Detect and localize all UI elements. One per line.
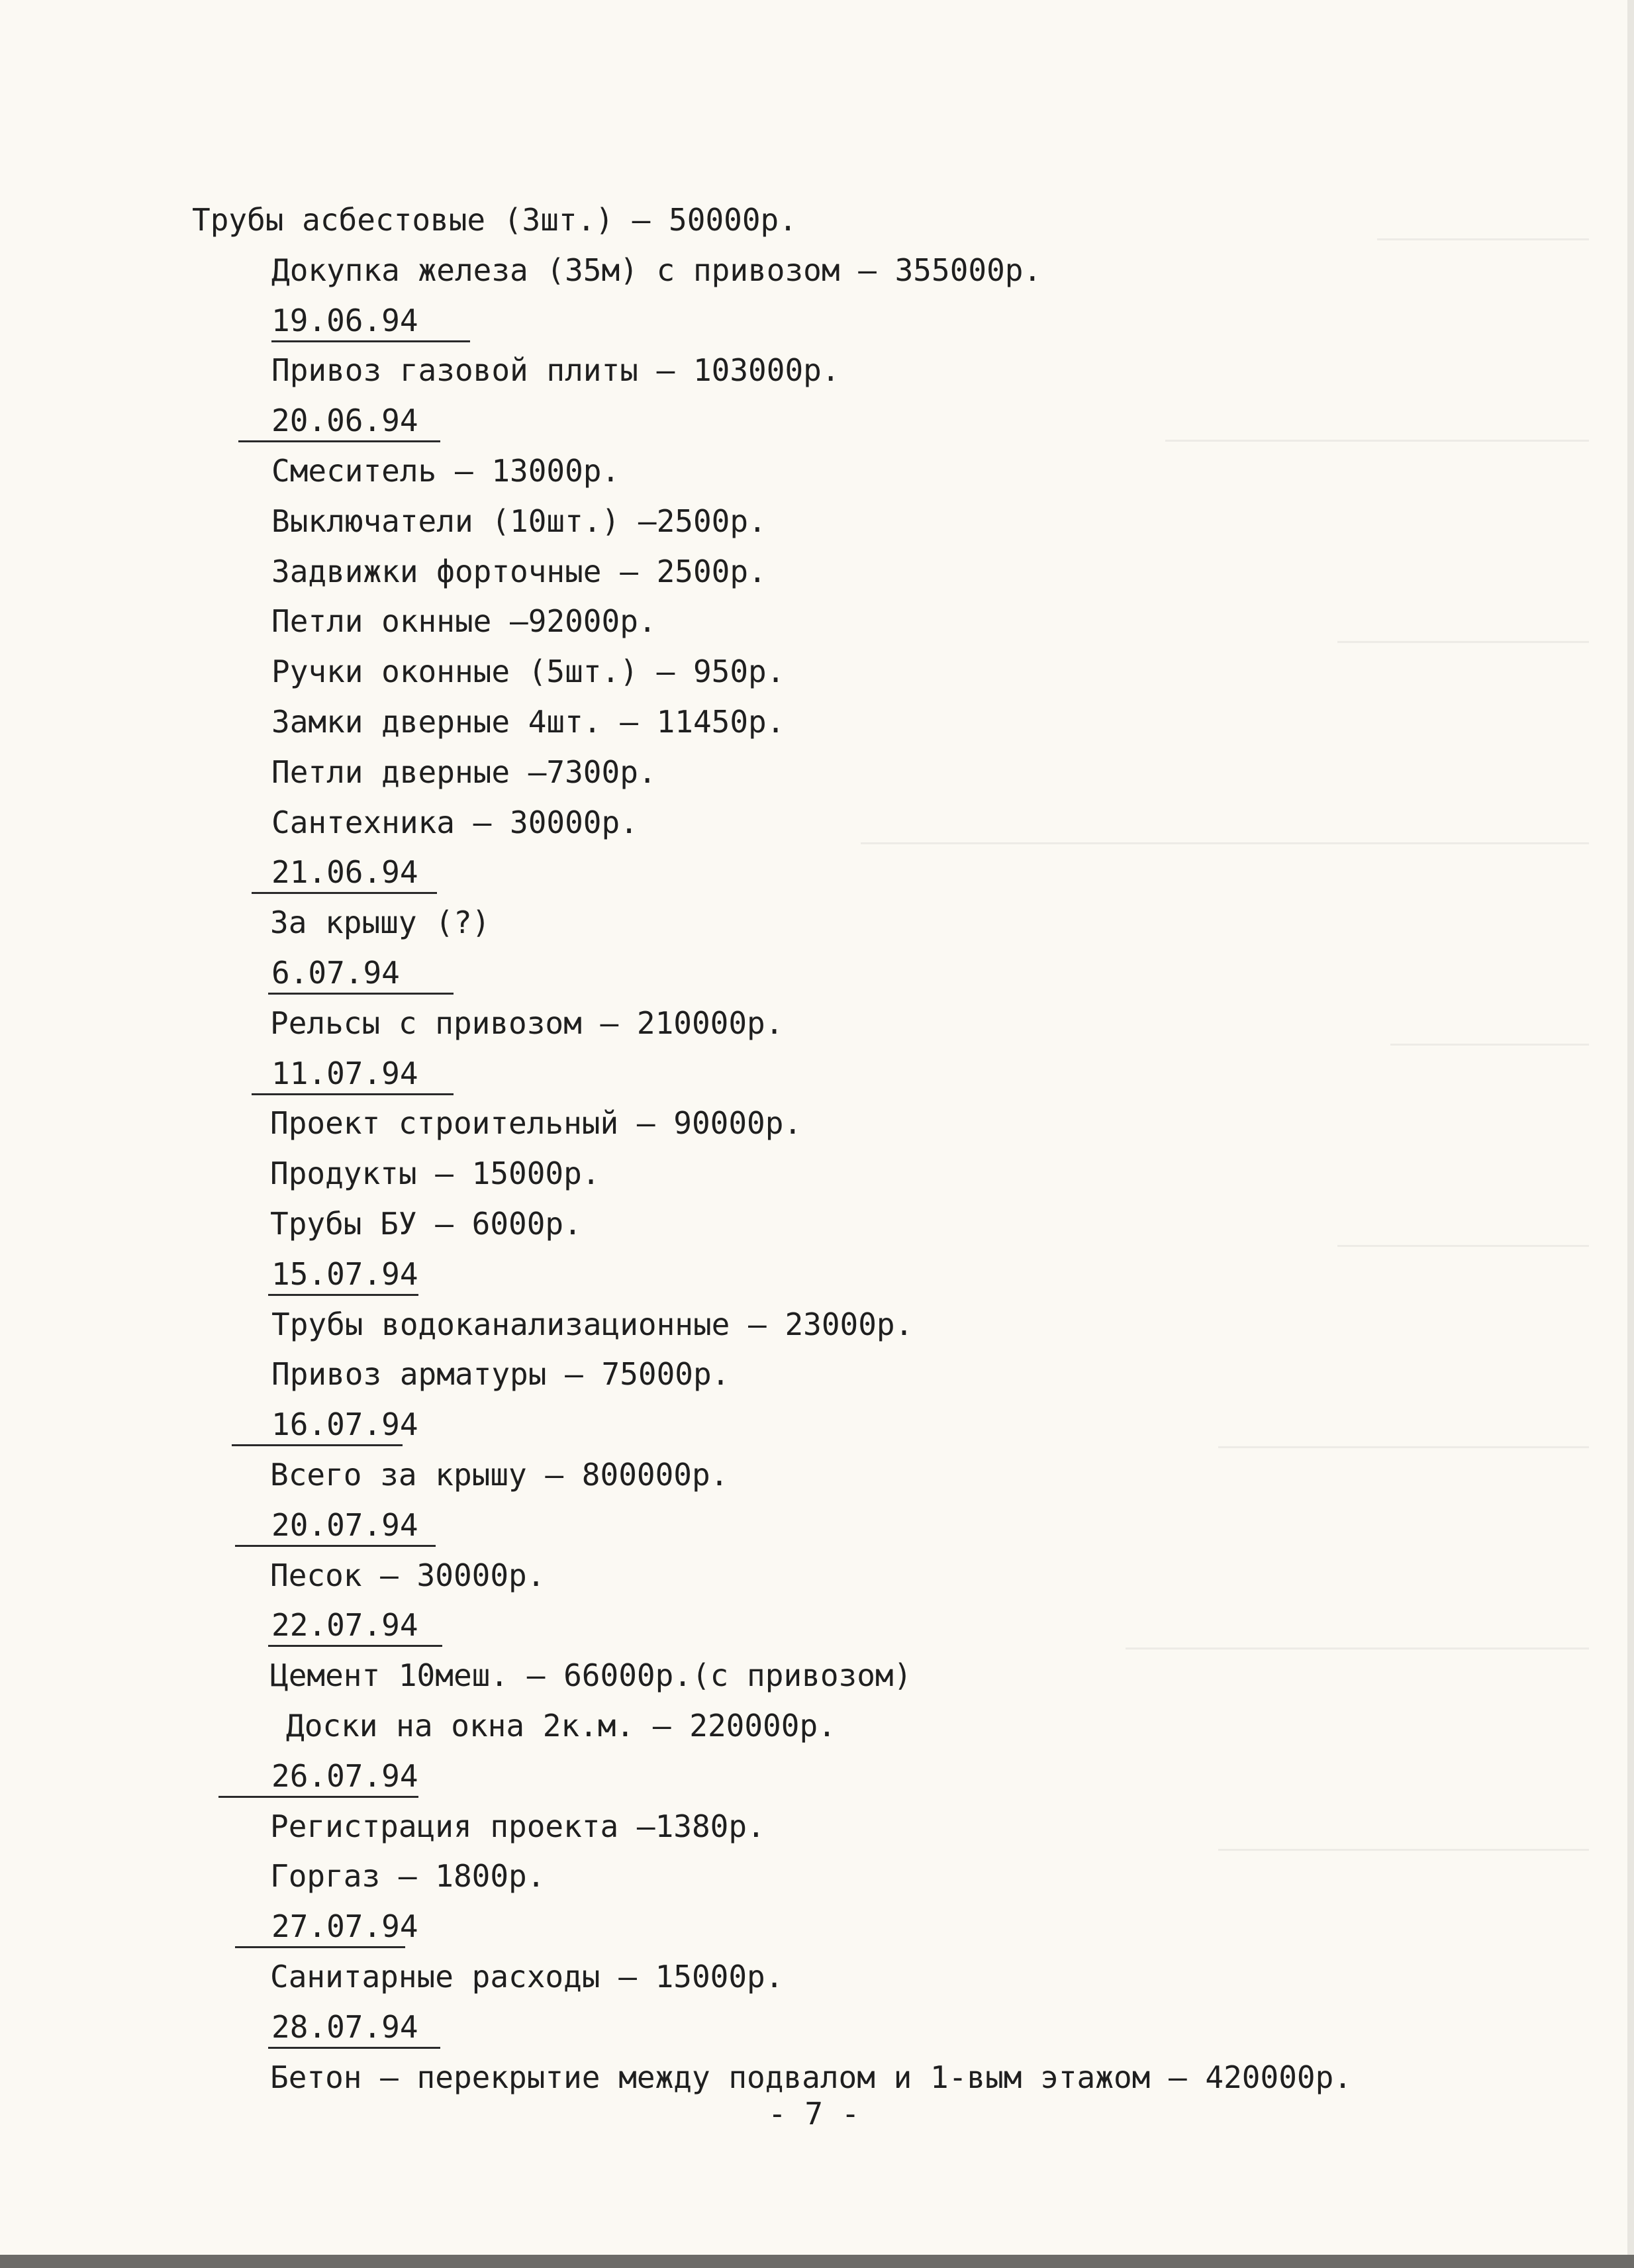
page-number: - 7 - [768,2096,860,2132]
date-text: 6.07.94 [271,955,400,991]
date-underline [238,440,440,442]
expense-entry: Продукты — 15000р. [270,1156,601,1191]
date-underline [271,340,470,342]
date-heading [235,1504,436,1546]
date-heading [268,1604,442,1646]
date-underline [252,892,437,894]
expense-entry: Регистрация проекта —1380р. [270,1808,765,1844]
expense-entry: За крышу (?) [270,905,491,940]
date-text: 28.07.94 [271,2009,418,2045]
expense-entry: Смеситель — 13000р. [271,453,620,489]
expense-entry: Трубы БУ — 6000р. [270,1206,582,1242]
date-heading [252,1052,454,1095]
expense-entry: Сантехника — 30000р. [271,805,638,840]
date-heading [252,851,437,893]
paper-edge-right [1627,0,1634,2268]
expense-entry: Трубы водоканализационные — 23000р. [271,1307,914,1342]
expense-entry: Выключатели (10шт.) —2500р. [271,503,767,539]
date-text: 15.07.94 [271,1256,418,1292]
expense-entry: Всего за крышу — 800000р. [270,1457,729,1493]
date-underline [252,1093,454,1095]
date-text: 11.07.94 [271,1056,418,1091]
expense-entry: Петли дверные —7300р. [271,754,657,790]
date-text: 22.07.94 [271,1607,418,1643]
expense-entry: Трубы асбестовые (3шт.) — 50000р. [192,202,797,238]
expense-entry: Горгаз — 1800р. [270,1858,546,1894]
expense-entry: Докупка железа (35м) с привозом — 355000р. [271,252,1042,288]
date-heading [268,1253,418,1295]
date-text: 20.07.94 [271,1507,418,1543]
expense-entry: Привоз арматуры — 75000р. [271,1356,730,1392]
date-heading [268,2006,440,2048]
expense-entry: Задвижки форточные — 2500р. [271,554,767,589]
date-underline [268,993,454,995]
expense-entry: Петли окнные —92000р. [271,603,657,639]
expense-entry: Санитарные расходы — 15000р. [270,1959,784,1995]
date-heading [238,399,440,442]
date-underline [218,1796,418,1798]
date-text: 20.06.94 [271,403,418,438]
date-underline [232,1444,403,1446]
expense-entry: Ручки оконные (5шт.) — 950р. [271,654,785,689]
date-text: 27.07.94 [271,1908,418,1944]
date-underline [268,2047,440,2049]
scanner-edge-bottom [0,2255,1634,2268]
date-heading [218,1755,418,1797]
date-heading [271,299,470,342]
expense-entry: Доски на окна 2к.м. — 220000р. [286,1708,836,1744]
date-text: 19.06.94 [271,303,418,338]
expense-entry: Замки дверные 4шт. — 11450р. [271,704,785,740]
expense-entry: Привоз газовой плиты — 103000р. [271,352,840,388]
date-heading [232,1403,418,1446]
date-text: 21.06.94 [271,854,418,890]
date-underline [268,1645,442,1647]
date-underline [235,1946,405,1948]
expense-entry: Цемент 10меш. — 66000р.(с привозом) [270,1657,912,1693]
date-heading [235,1905,418,1948]
expense-entry: Бетон — перекрытие между подвалом и 1-вым этажом — 420000р. [270,2059,1352,2095]
expense-entry: Рельсы с привозом — 210000р. [270,1005,784,1041]
expense-entry: Проект строительный — 90000р. [270,1105,802,1141]
date-underline [268,1294,418,1296]
date-text: 16.07.94 [271,1406,418,1442]
date-text: 26.07.94 [271,1758,418,1794]
date-underline [235,1545,436,1547]
date-heading [268,952,454,994]
expense-entry: Песок — 30000р. [270,1557,546,1593]
